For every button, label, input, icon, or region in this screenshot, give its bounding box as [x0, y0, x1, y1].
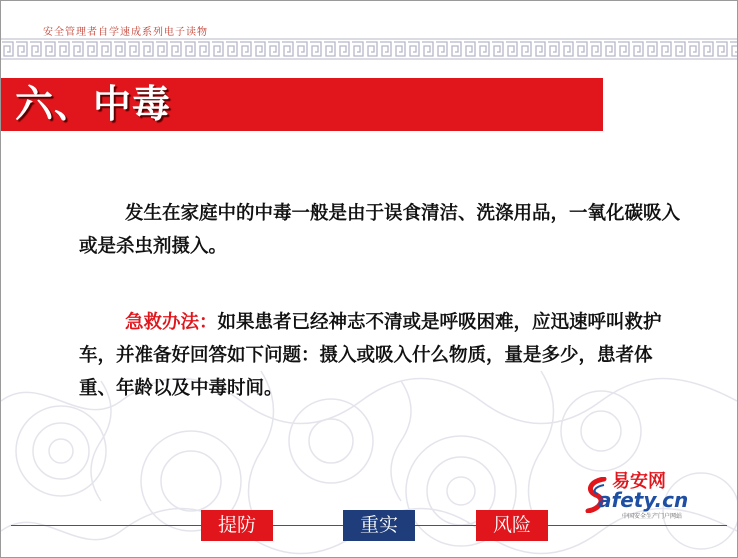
nav-button-prevention[interactable]: 提防 [201, 510, 273, 541]
paragraph-emergency [79, 306, 689, 405]
title-banner [1, 78, 603, 131]
logo-tagline: 中国安全生产门户网站 [622, 513, 683, 520]
paragraph2-text: 如果患者已经神志不清或是呼吸困难，应迅速呼叫救护车，并准备好回答如下问题：摄入或吸入什么物质，量是多少，患者体重、年龄以及中毒时间。 [79, 312, 662, 399]
fret-border-decoration [1, 38, 737, 60]
paragraph1-text: 发生在家庭中的中毒一般是由于误食清洁、洗涤用品，一氧化碳吸入或是杀虫剂摄入。 [79, 203, 681, 257]
nav-button-practice[interactable]: 重实 [343, 510, 415, 541]
paragraph-poisoning-causes [79, 197, 689, 263]
safety-cn-logo [584, 467, 712, 525]
nav-button-risk[interactable]: 风险 [476, 510, 548, 541]
series-title: 安全管理者自学速成系列电子读物 [43, 27, 208, 38]
page-title: 六、中毒 [15, 82, 172, 126]
emergency-label: 急救办法： [125, 312, 218, 333]
logo-chinese-name: 易安网 [612, 471, 666, 492]
logo-domain: afety.cn [598, 488, 689, 512]
